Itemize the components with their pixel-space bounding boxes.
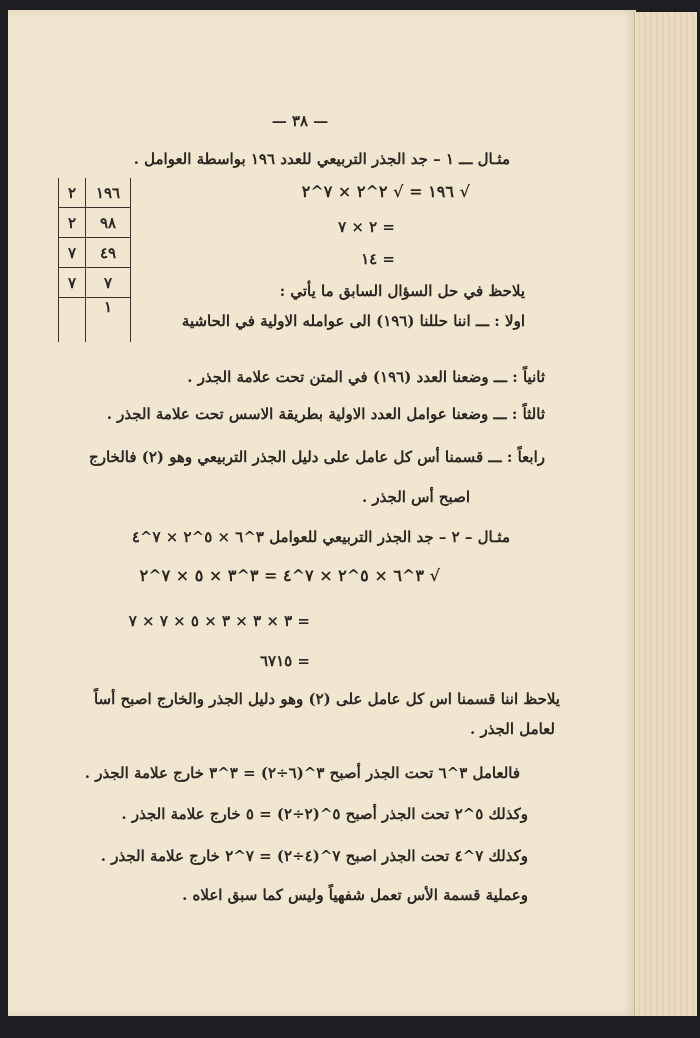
table-row (59, 298, 131, 343)
factorization-table (58, 178, 131, 342)
notes2-line-6: وعملية قسمة الأس تعمل شفهياً وليس كما سبق اعلاه . (182, 886, 528, 904)
prime-factor: ٧ (59, 238, 86, 268)
prime-factor: ٧ (59, 268, 86, 298)
page-edges (634, 12, 697, 1016)
notes2-line-1: يلاحظ اننا قسمنا اس كل عامل على (٢) وهو دليل الجذر والخارج اصبح أساً (93, 690, 560, 708)
prime-factor: ٢ (59, 178, 86, 208)
dividend: ٩٨ (86, 208, 131, 238)
example2-equation-3: = ٦٧١٥ (259, 652, 310, 670)
notes1-fourth-b: اصبح أس الجذر . (361, 488, 470, 506)
example1-equation-1: √ ١٩٦ = √ ٢^٢ × ٧^٢ (301, 182, 470, 201)
notes2-line-4: وكذلك ٥^٢ تحت الجذر أصبح ٥^(٢÷٢) = ٥ خارج علامة الجذر . (121, 805, 528, 823)
table-row (59, 238, 131, 268)
example1-equation-3: = ١٤ (361, 250, 395, 268)
notes1-fourth-a: رابعاً : ـــ قسمنا أس كل عامل على دليل الجذر التربيعي وهو (٢) فالخارج (89, 448, 545, 466)
dividend: ١ (86, 298, 131, 343)
notes2-line-5: وكذلك ٧^٤ تحت الجذر اصبح ٧^(٤÷٢) = ٧^٢ خارج علامة الجذر . (100, 847, 528, 865)
table-row (59, 178, 131, 208)
example1-equation-2: = ٢ × ٧ (338, 218, 395, 236)
notes1-third: ثالثاً : ـــ وضعنا عوامل العدد الاولية بطريقة الاسس تحت علامة الجذر . (106, 405, 545, 423)
notes2-line-3: فالعامل ٣^٦ تحت الجذر أصبح ٣^(٦÷٢) = ٣^٣ خارج علامة الجذر . (84, 764, 520, 782)
prime-factor (59, 298, 86, 343)
dividend: ٧ (86, 268, 131, 298)
table-row (59, 268, 131, 298)
notes2-line-2: لعامل الجذر . (470, 720, 555, 738)
example2-heading: مثـال – ٢ – جد الجذر التربيعي للعوامل ٣^٦ × ٥^٢ × ٧^٤ (131, 528, 510, 546)
notes1-second: ثانياً : ـــ وضعنا العدد (١٩٦) في المتن تحت علامة الجذر . (187, 368, 545, 386)
notes1-intro: يلاحظ في حل السؤال السابق ما يأتي : (279, 282, 525, 300)
page-number: — ٣٨ — (271, 112, 329, 130)
table-row (59, 208, 131, 238)
example1-heading: مثـال ـــ ١ – جد الجذر التربيعي للعدد ١٩٦ بواسطة العوامل . (133, 150, 510, 168)
dividend: ١٩٦ (86, 178, 131, 208)
dividend: ٤٩ (86, 238, 131, 268)
example2-equation-1: √ ٣^٦ × ٥^٢ × ٧^٤ = ٣^٣ × ٥ × ٧^٢ (139, 566, 440, 585)
notes1-first: اولا : ـــ اننا حللنا (١٩٦) الى عوامله الاولية في الحاشية (181, 312, 525, 330)
prime-factor: ٢ (59, 208, 86, 238)
example2-equation-2: = ٣ × ٣ × ٣ × ٥ × ٧ × ٧ (128, 612, 310, 630)
